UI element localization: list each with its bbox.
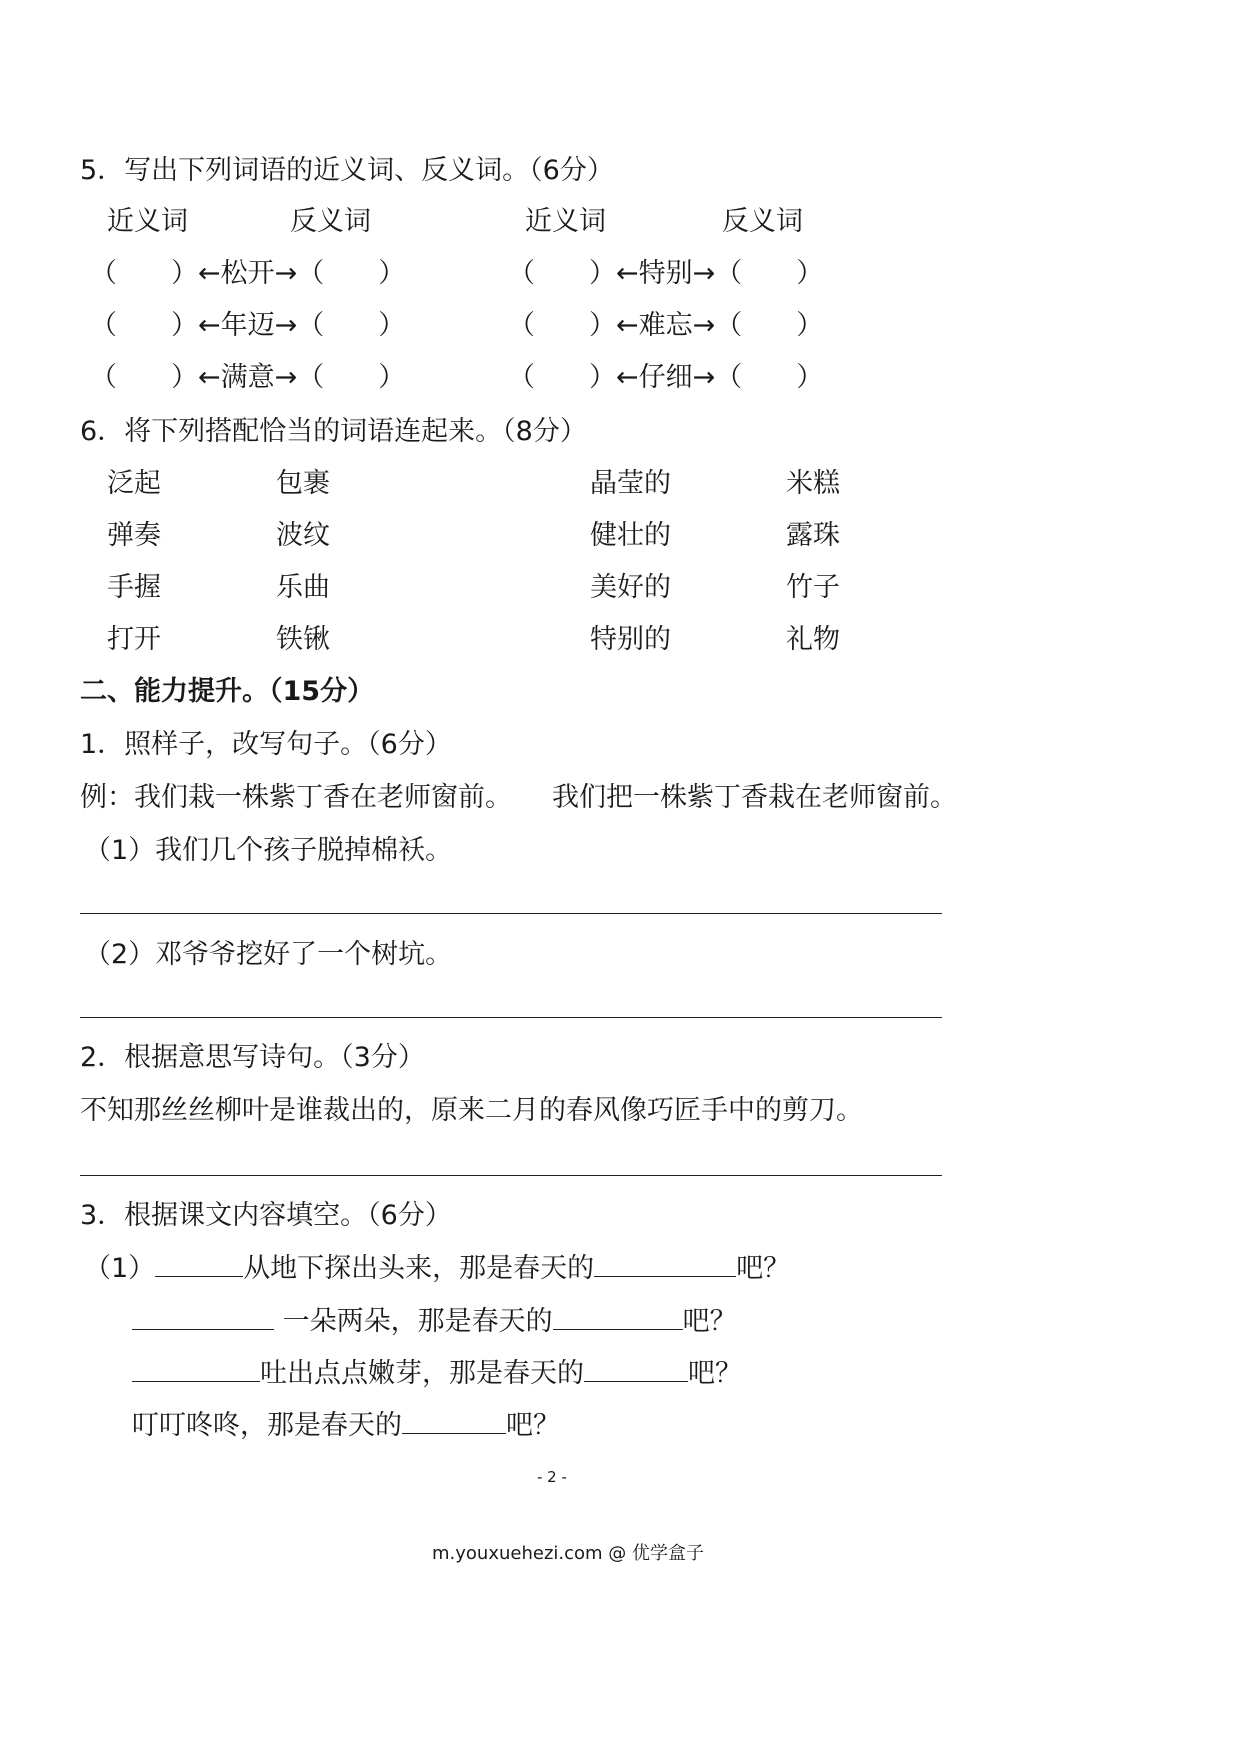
s2q3-title: 3．根据课文内容填空。（6分） — [80, 1200, 452, 1231]
fill-blank[interactable] — [402, 1409, 506, 1434]
s2q3-line-2 — [132, 1305, 737, 1338]
s2q3-line-3 — [132, 1357, 742, 1390]
q6-word: 包裹 — [276, 468, 330, 499]
q6-word: 礼物 — [786, 624, 840, 655]
fill-blank[interactable] — [155, 1252, 243, 1277]
s2q1-example-rewritten: 我们把一株紫丁香栽在老师窗前。 — [552, 782, 957, 813]
s2q3-line-1-prefix: （1） — [84, 1253, 156, 1284]
s2q3-line-1-end: 吧？ — [736, 1253, 791, 1284]
q5-row-right-2: （ ）←难忘→（ ） — [508, 310, 824, 341]
fill-blank[interactable] — [584, 1357, 688, 1382]
page-number: - 2 - — [537, 1468, 567, 1486]
q5-row-left-2: （ ）←年迈→（ ） — [90, 310, 406, 341]
s2q2-answer-line[interactable] — [80, 1175, 942, 1176]
s2q1-item1: （1）我们几个孩子脱掉棉袄。 — [84, 835, 453, 866]
s2q3-line-4 — [132, 1409, 560, 1442]
s2q1-answer-line-1[interactable] — [80, 913, 942, 914]
q6-word: 铁锹 — [276, 624, 330, 655]
s2q1-item2: （2）邓爷爷挖好了一个树坑。 — [84, 939, 453, 970]
s2q3-line-1 — [84, 1252, 790, 1285]
s2q2-meaning: 不知那丝丝柳叶是谁裁出的，原来二月的春风像巧匠手中的剪刀。 — [80, 1095, 863, 1126]
q5-header-synonym-right: 近义词 — [525, 206, 606, 237]
q6-word: 弹奏 — [107, 520, 161, 551]
q6-word: 手握 — [107, 572, 161, 603]
s2q1-title: 1．照样子，改写句子。（6分） — [80, 729, 452, 760]
s2q3-line-2-text: 一朵两朵，那是春天的 — [282, 1306, 553, 1337]
s2q3-line-3-end: 吧？ — [688, 1358, 742, 1389]
q6-title: 6．将下列搭配恰当的词语连起来。（8分） — [80, 416, 587, 447]
q6-word: 露珠 — [786, 520, 840, 551]
q5-row-left-1: （ ）←松开→（ ） — [90, 258, 406, 289]
s2q3-line-4-text: 叮叮咚咚，那是春天的 — [132, 1410, 402, 1441]
q6-word: 乐曲 — [276, 572, 330, 603]
q5-row-right-3: （ ）←仔细→（ ） — [508, 362, 824, 393]
q5-row-right-1: （ ）←特别→（ ） — [508, 258, 824, 289]
q6-word: 米糕 — [786, 468, 840, 499]
q6-word: 美好的 — [590, 572, 671, 603]
s2q3-line-3-text: 吐出点点嫩芽，那是春天的 — [260, 1358, 584, 1389]
s2q3-line-2-end: 吧？ — [682, 1306, 737, 1337]
q6-word: 竹子 — [786, 572, 840, 603]
q6-word: 健壮的 — [590, 520, 671, 551]
q6-word: 特别的 — [590, 624, 671, 655]
q5-header-antonym-left: 反义词 — [290, 206, 371, 237]
q6-word: 晶莹的 — [590, 468, 671, 499]
s2q3-line-4-end: 吧？ — [506, 1410, 560, 1441]
q5-header-antonym-right: 反义词 — [722, 206, 803, 237]
s2q2-title: 2．根据意思写诗句。（3分） — [80, 1042, 425, 1073]
s2q1-example-original: 例：我们栽一株紫丁香在老师窗前。 — [80, 782, 512, 813]
q5-title: 5．写出下列词语的近义词、反义词。（6分） — [80, 155, 614, 186]
s2q1-answer-line-2[interactable] — [80, 1017, 942, 1018]
q6-word: 波纹 — [276, 520, 330, 551]
s2q3-line-1-text: 从地下探出头来，那是春天的 — [243, 1253, 595, 1284]
fill-blank[interactable] — [594, 1252, 736, 1277]
q5-header-synonym-left: 近义词 — [107, 206, 188, 237]
q6-word: 泛起 — [107, 468, 161, 499]
fill-blank[interactable] — [132, 1357, 260, 1382]
q5-row-left-3: （ ）←满意→（ ） — [90, 362, 406, 393]
watermark-text: m.youxuehezi.com @ 优学盒子 — [432, 1543, 705, 1564]
fill-blank[interactable] — [553, 1305, 683, 1330]
q6-word: 打开 — [107, 624, 161, 655]
section2-title: 二、能力提升。（15分） — [80, 676, 375, 707]
fill-blank[interactable] — [132, 1305, 274, 1330]
